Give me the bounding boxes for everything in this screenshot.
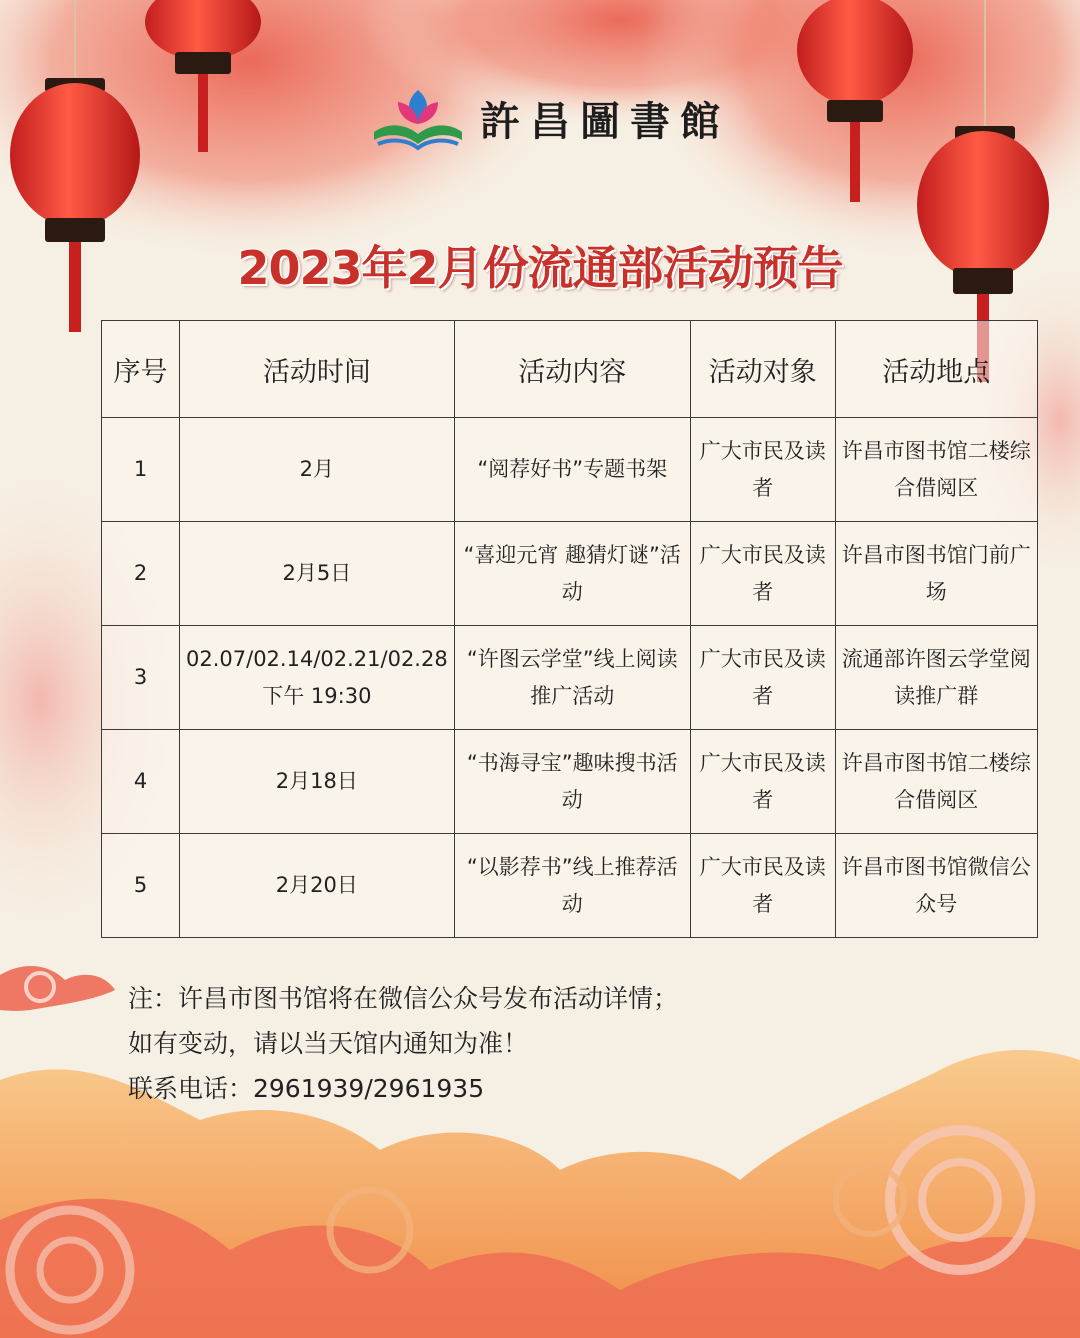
cell-time: 2月18日 bbox=[180, 730, 455, 834]
cell-content: “阅荐好书”专题书架 bbox=[454, 418, 690, 522]
table-row bbox=[102, 626, 1038, 730]
cell-time: 02.07/02.14/02.21/02.28 下午 19:30 bbox=[180, 626, 455, 730]
cell-content: “喜迎元宵 趣猜灯谜”活动 bbox=[454, 522, 690, 626]
cell-number: 2 bbox=[102, 522, 180, 626]
cell-audience: 广大市民及读者 bbox=[690, 730, 835, 834]
activity-table bbox=[101, 320, 1038, 938]
cell-place: 流通部许图云学堂阅读推广群 bbox=[835, 626, 1037, 730]
cell-audience: 广大市民及读者 bbox=[690, 418, 835, 522]
table-row bbox=[102, 730, 1038, 834]
lotus-book-icon bbox=[368, 82, 468, 154]
table-header-row bbox=[102, 321, 1038, 418]
cell-content: “以影荐书”线上推荐活动 bbox=[454, 834, 690, 938]
table-row bbox=[102, 834, 1038, 938]
cell-number: 3 bbox=[102, 626, 180, 730]
cell-number: 1 bbox=[102, 418, 180, 522]
cell-time: 2月5日 bbox=[180, 522, 455, 626]
header-content: 活动内容 bbox=[454, 321, 690, 418]
cell-audience: 广大市民及读者 bbox=[690, 522, 835, 626]
cell-audience: 广大市民及读者 bbox=[690, 626, 835, 730]
cell-number: 4 bbox=[102, 730, 180, 834]
table-row bbox=[102, 522, 1038, 626]
cell-audience: 广大市民及读者 bbox=[690, 834, 835, 938]
note-line: 如有变动，请以当天馆内通知为准！ bbox=[128, 1029, 529, 1058]
cell-place: 许昌市图书馆二楼综合借阅区 bbox=[835, 418, 1037, 522]
contact-phone: 联系电话：2961939/2961935 bbox=[128, 1074, 485, 1103]
table-row bbox=[102, 418, 1038, 522]
cell-place: 许昌市图书馆二楼综合借阅区 bbox=[835, 730, 1037, 834]
cell-number: 5 bbox=[102, 834, 180, 938]
header-time: 活动时间 bbox=[180, 321, 455, 418]
cloud-icon bbox=[0, 966, 115, 1011]
header-audience: 活动对象 bbox=[690, 321, 835, 418]
library-logo bbox=[368, 82, 730, 154]
cell-time: 2月 bbox=[180, 418, 455, 522]
cell-place: 许昌市图书馆微信公众号 bbox=[835, 834, 1037, 938]
cell-content: “书海寻宝”趣味搜书活动 bbox=[454, 730, 690, 834]
cell-time: 2月20日 bbox=[180, 834, 455, 938]
note-line: 注：许昌市图书馆将在微信公众号发布活动详情； bbox=[128, 984, 679, 1013]
header-number: 序号 bbox=[102, 321, 180, 418]
notes-block bbox=[128, 976, 678, 1111]
cell-content: “许图云学堂”线上阅读推广活动 bbox=[454, 626, 690, 730]
cell-place: 许昌市图书馆门前广场 bbox=[835, 522, 1037, 626]
page-title: 2023年2月份流通部活动预告 bbox=[237, 241, 843, 295]
header-place: 活动地点 bbox=[835, 321, 1037, 418]
library-name: 許昌圖書館 bbox=[480, 98, 730, 145]
